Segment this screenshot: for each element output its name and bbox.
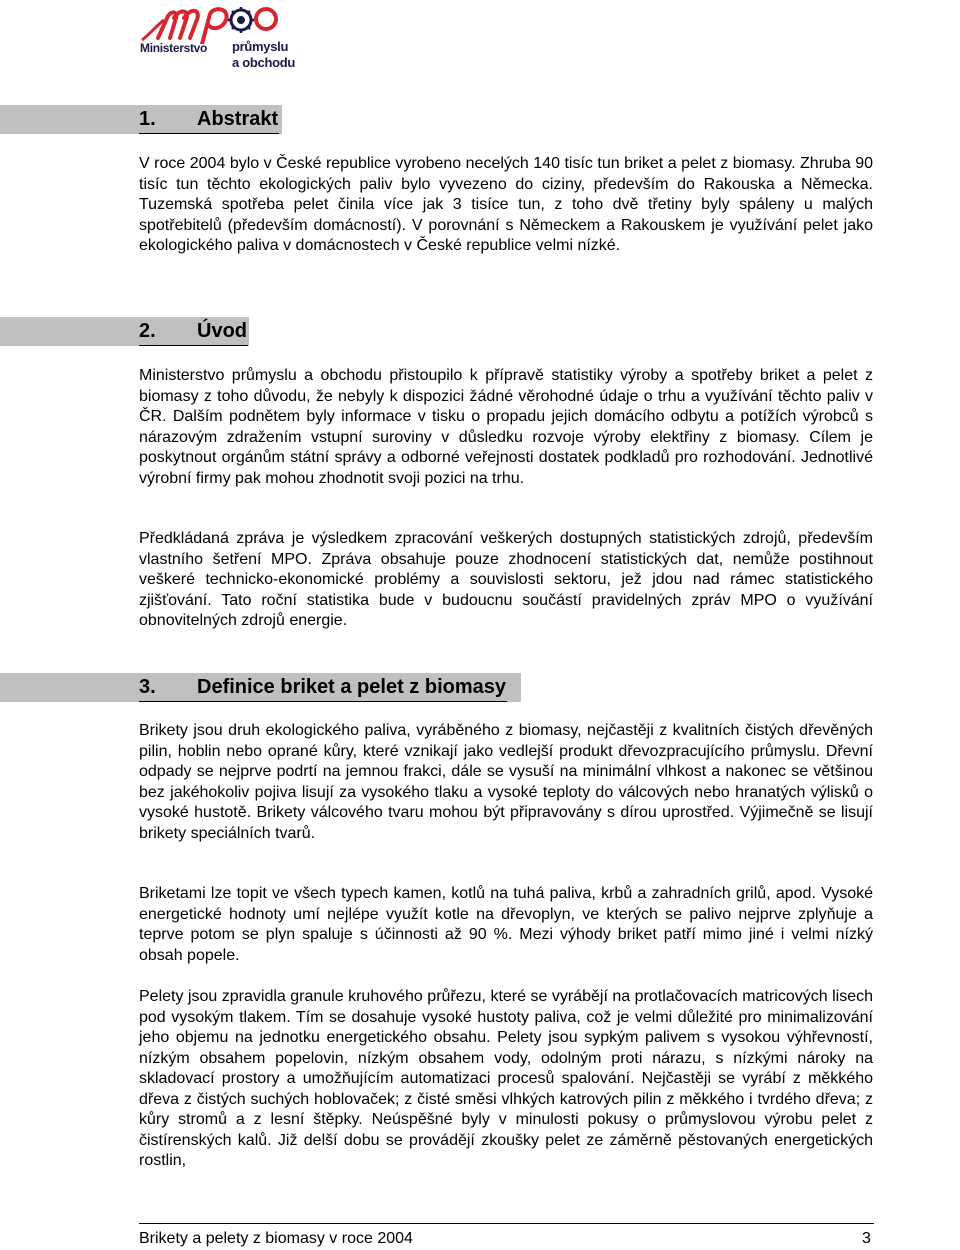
definition-paragraph: Pelety jsou zpravidla granule kruhového průřezu, které se vyrábějí na protlačovacích matricových lisech pod vysokým tlakem. Tím se dosahuje vysoké hustoty paliva, což je velmi důležité pro minimalizování jeho objemu na jednotku energetického obsahu. Pelety jsou sypkým palivem s vysokou výhřevností, nízkým obsahem popelovin, nízkým obsahem vody, odolným proti nárazu, s nízkými nároky na skladovací prostory a umožňujícím automatizaci procesů spalování. Nejčastěji se vyrábí z měkkého dřeva z čistých suchých hoblovaček; z čisté směsi vlhkých katrových pilin z měkkého i tvrdého dřeva; z kůry stromů a z lesní štěpky. Neúspěšné byly v minulosti pokusy o průmyslovou výrobu pelet z čistírenských kalů. Již delší dobu se provádějí zkoušky pelet ze záměrně pěstovaných energetických rostlin, [139, 988, 873, 1169]
section-number: 2. [139, 320, 156, 342]
section-heading-bar [0, 105, 282, 134]
logo-text-ministerstvo: Ministerstvo [140, 41, 208, 55]
mpo-logo [138, 4, 308, 70]
section-number: 3. [139, 676, 156, 698]
section-title: Definice briket a pelet z biomasy [197, 676, 506, 698]
footer-divider [139, 1223, 874, 1224]
section-heading [139, 317, 248, 346]
definition-paragraph: Briketami lze topit ve všech typech kamen, kotlů na tuhá paliva, krbů a zahradních grilů, apod. Vysoké energetické hodnoty umí nejlépe využít kotle na dřevoplyn, ve kterých se palivo nejprve zplyňuje a teprve potom se plyn spaluje s účinnosti až 90 %. Mezi výhody briket patří mimo jiné i velmi nízký obsah popele. [139, 885, 873, 964]
section-heading-bar [0, 317, 249, 346]
intro-paragraph: Předkládaná zpráva je výsledkem zpracování veškerých dostupných statistických zdrojů, především vlastního šetření MPO. Zpráva obsahuje pouze zhodnocení statistických dat, nemůže postihnout veškeré technicko-ekonomické problémy a souvislosti sektoru, jež jdou nad rámec statistického zjišťování. Tato roční statistika bude v budoucnu součástí pravidelných zpráv MPO o využívání obnovitelných zdrojů energie. [139, 530, 873, 629]
footer-title: Brikety a pelety z biomasy v roce 2004 [139, 1230, 413, 1247]
logo-text-prumyslu: průmyslu [232, 39, 289, 54]
page-number: 3 [862, 1230, 871, 1247]
definition-paragraph: Brikety jsou druh ekologického paliva, vyráběného z biomasy, nejčastěji z kvalitních čistých dřevěných pilin, hoblin nebo oprané kůry, které vznikají jako vedlejší produkt dřevozpracujícího průmyslu. Dřevní odpady se nejprve podrtí na jemnou frakci, dále se vysuší na minimální vlhkost a nakonec se většinou bez jakéhokoliv pojiva lisují za vysokého tlaku a vysoké teploty do válcových nebo hranatých výlisků o vysoké hustotě. Brikety válcového tvaru mohou být připravovány s dírou uprostřed. Výjimečně se lisují brikety speciálních tvarů. [139, 722, 873, 842]
mpo-logo-mark [138, 4, 283, 44]
abstract-paragraph: V roce 2004 bylo v České republice vyrobeno necelých 140 tisíc tun briket a pelet z biomasy. Zhruba 90 tisíc tun těchto ekologických paliv bylo vyvezeno do ciziny, především do Rakouska a Německa. Tuzemská spotřeba pelet činila více jak 3 tisíce tun, z toho dvě třetiny byly spáleny u malých spotřebitelů (především domácností). V porovnání s Německem a Rakouskem je využívání pelet jako ekologického paliva v domácnostech v České republice velmi nízké. [139, 155, 873, 254]
logo-text-obchodu: a obchodu [232, 55, 296, 70]
section-heading [139, 105, 279, 134]
section-number: 1. [139, 108, 156, 130]
section-title: Abstrakt [197, 108, 279, 130]
intro-paragraph: Ministerstvo průmyslu a obchodu přistoupilo k přípravě statistiky výroby a spotřeby briket a pelet z biomasy z toho důvodu, že nebyly k dispozici žádné věrohodné údaje o trhu a využívání těchto paliv v ČR. Dalším podnětem byly informace v tisku o propadu jejich domácího odbytu a potížích výrobců s nárazovým zdražením vstupní suroviny v důsledku rozvoje výroby elektřiny z biomasy. Cílem je poskytnout orgánům státní správy a odborné veřejnosti dostatek podkladů pro rozhodování. Jednotlivé výrobní firmy pak mohou zhodnotit svoji pozici na trhu. [139, 367, 873, 487]
section-heading [139, 673, 507, 702]
section-heading-bar [0, 673, 521, 702]
section-title: Úvod [197, 320, 247, 342]
